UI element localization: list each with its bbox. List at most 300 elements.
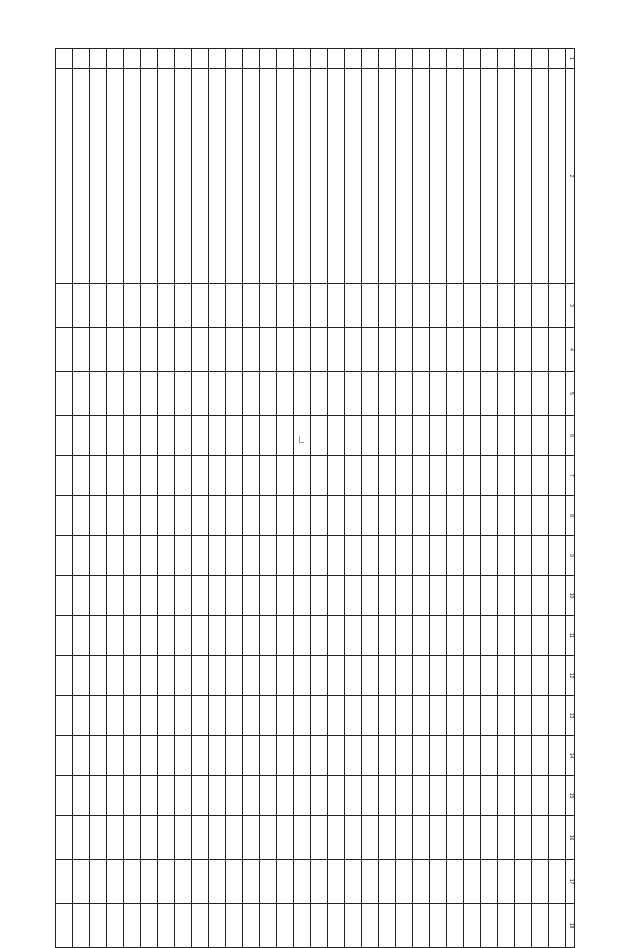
value-cell: [498, 496, 515, 536]
value-cell: [396, 904, 413, 948]
value-cell: [464, 860, 481, 904]
value-cell: [141, 536, 158, 576]
value-cell: [430, 696, 447, 736]
value-cell: [413, 576, 430, 616]
table-row: [413, 49, 430, 948]
value-cell: [362, 696, 379, 736]
value-cell: [481, 456, 498, 496]
value-cell: [311, 416, 328, 456]
table-body: [56, 49, 566, 948]
value-cell: [345, 616, 362, 656]
value-cell: [345, 816, 362, 860]
table-row: [277, 49, 294, 948]
value-cell: [90, 372, 107, 416]
value-cell: [141, 416, 158, 456]
value-cell: [192, 456, 209, 496]
value-cell: [396, 328, 413, 372]
value-cell: [141, 496, 158, 536]
value-cell: [532, 736, 549, 776]
row-name-cell: [56, 69, 73, 284]
row-code-cell: [498, 49, 515, 69]
value-cell: [464, 576, 481, 616]
row-code-cell: [328, 49, 345, 69]
value-cell: [481, 696, 498, 736]
value-cell: [294, 860, 311, 904]
value-cell: [515, 776, 532, 816]
value-cell: [379, 416, 396, 456]
value-cell: [175, 284, 192, 328]
table-row: [175, 49, 192, 948]
value-cell: [549, 816, 566, 860]
value-cell: [73, 328, 90, 372]
value-cell: [73, 776, 90, 816]
value-cell: [124, 616, 141, 656]
value-cell: [311, 536, 328, 576]
value-cell: [430, 284, 447, 328]
value-cell: [532, 496, 549, 536]
value-cell: [226, 372, 243, 416]
value-cell: [124, 860, 141, 904]
value-cell: [515, 328, 532, 372]
value-cell: [158, 576, 175, 616]
value-cell: [379, 456, 396, 496]
value-cell: [498, 776, 515, 816]
value-cell: [413, 372, 430, 416]
value-cell: [362, 456, 379, 496]
value-cell: [226, 696, 243, 736]
value-cell: [481, 536, 498, 576]
column-number: 4: [566, 328, 575, 372]
value-cell: [158, 736, 175, 776]
value-cell: [362, 372, 379, 416]
value-cell: [515, 456, 532, 496]
value-cell: [107, 860, 124, 904]
value-cell: [107, 696, 124, 736]
value-cell: [498, 904, 515, 948]
value-cell: [447, 496, 464, 536]
value-cell: [311, 860, 328, 904]
value-cell: [413, 696, 430, 736]
value-cell: [107, 328, 124, 372]
value-cell: [430, 816, 447, 860]
row-code-cell: [447, 49, 464, 69]
value-cell: [294, 576, 311, 616]
value-cell: [260, 904, 277, 948]
table-row: [192, 49, 209, 948]
value-cell: [464, 656, 481, 696]
value-cell: [209, 776, 226, 816]
table-row: [243, 49, 260, 948]
value-cell: [209, 576, 226, 616]
value-cell: [277, 496, 294, 536]
value-cell: [158, 284, 175, 328]
value-cell: [158, 616, 175, 656]
value-cell: [141, 816, 158, 860]
value-cell: [107, 496, 124, 536]
value-cell: [396, 456, 413, 496]
value-cell: [328, 696, 345, 736]
row-name-cell: [294, 69, 311, 284]
value-cell: [107, 904, 124, 948]
row-name-cell: [532, 69, 549, 284]
value-cell: [209, 328, 226, 372]
value-cell: [158, 776, 175, 816]
value-cell: [413, 616, 430, 656]
value-cell: [396, 576, 413, 616]
value-cell: [209, 284, 226, 328]
value-cell: [90, 496, 107, 536]
value-cell: [260, 776, 277, 816]
value-cell: [175, 576, 192, 616]
value-cell: [226, 816, 243, 860]
value-cell: [311, 816, 328, 860]
value-cell: [90, 696, 107, 736]
value-cell: [362, 616, 379, 656]
row-name-cell: [515, 69, 532, 284]
value-cell: [413, 816, 430, 860]
value-cell: [73, 576, 90, 616]
value-cell: [396, 284, 413, 328]
value-cell: [90, 616, 107, 656]
value-cell: [277, 696, 294, 736]
value-cell: [90, 416, 107, 456]
column-number: 9: [566, 536, 575, 576]
value-cell: [311, 576, 328, 616]
value-cell: [532, 656, 549, 696]
column-number: 15: [566, 776, 575, 816]
value-cell: [328, 372, 345, 416]
value-cell: [56, 456, 73, 496]
row-name-cell: [481, 69, 498, 284]
value-cell: [464, 816, 481, 860]
value-cell: [124, 372, 141, 416]
value-cell: [549, 536, 566, 576]
value-cell: [209, 816, 226, 860]
value-cell: [464, 736, 481, 776]
value-cell: [413, 496, 430, 536]
value-cell: [362, 904, 379, 948]
value-cell: [56, 328, 73, 372]
value-cell: [226, 328, 243, 372]
value-cell: [481, 576, 498, 616]
value-cell: [277, 616, 294, 656]
value-cell: [379, 696, 396, 736]
value-cell: [311, 616, 328, 656]
value-cell: [73, 284, 90, 328]
row-name-cell: [73, 69, 90, 284]
value-cell: [498, 696, 515, 736]
value-cell: [141, 736, 158, 776]
value-cell: [107, 536, 124, 576]
table-row: [379, 49, 396, 948]
value-cell: [141, 328, 158, 372]
value-cell: [532, 816, 549, 860]
row-name-cell: [379, 69, 396, 284]
value-cell: [498, 816, 515, 860]
value-cell: [328, 904, 345, 948]
value-cell: [209, 904, 226, 948]
value-cell: [430, 536, 447, 576]
value-cell: [141, 372, 158, 416]
value-cell: [107, 456, 124, 496]
value-cell: [430, 576, 447, 616]
value-cell: [260, 456, 277, 496]
row-name-cell: [226, 69, 243, 284]
value-cell: [175, 456, 192, 496]
value-cell: [532, 576, 549, 616]
value-cell: [549, 656, 566, 696]
value-cell: [362, 328, 379, 372]
row-name-cell: [260, 69, 277, 284]
value-cell: [175, 616, 192, 656]
budget-table: [55, 48, 575, 948]
value-cell: [124, 736, 141, 776]
value-cell: [328, 616, 345, 656]
value-cell: [56, 536, 73, 576]
value-cell: [158, 904, 175, 948]
row-name-cell: [141, 69, 158, 284]
value-cell: [124, 496, 141, 536]
value-cell: [192, 696, 209, 736]
value-cell: [396, 776, 413, 816]
value-cell: [447, 536, 464, 576]
value-cell: [192, 776, 209, 816]
value-cell: [345, 536, 362, 576]
row-name-cell: [243, 69, 260, 284]
value-cell: [260, 656, 277, 696]
value-cell: [447, 696, 464, 736]
value-cell: [175, 816, 192, 860]
value-cell: [447, 284, 464, 328]
value-cell: [141, 904, 158, 948]
row-name-cell: [549, 69, 566, 284]
value-cell: [124, 536, 141, 576]
table-row: [294, 49, 311, 948]
value-cell: [345, 860, 362, 904]
value-cell: [549, 576, 566, 616]
value-cell: [498, 736, 515, 776]
value-cell: [413, 416, 430, 456]
value-cell: [124, 656, 141, 696]
value-cell: [464, 496, 481, 536]
row-code-cell: [124, 49, 141, 69]
value-cell: [481, 816, 498, 860]
value-cell: [158, 816, 175, 860]
value-cell: [294, 416, 311, 456]
row-code-cell: [430, 49, 447, 69]
value-cell: [413, 536, 430, 576]
value-cell: [379, 372, 396, 416]
value-cell: [379, 776, 396, 816]
value-cell: [549, 616, 566, 656]
column-number: 3: [566, 284, 575, 328]
value-cell: [243, 616, 260, 656]
value-cell: [107, 576, 124, 616]
value-cell: [396, 860, 413, 904]
value-cell: [294, 816, 311, 860]
value-cell: [532, 776, 549, 816]
value-cell: [226, 776, 243, 816]
value-cell: [158, 456, 175, 496]
row-code-cell: [243, 49, 260, 69]
value-cell: [175, 416, 192, 456]
value-cell: [90, 860, 107, 904]
value-cell: [498, 284, 515, 328]
value-cell: [90, 736, 107, 776]
table-row: [430, 49, 447, 948]
value-cell: [294, 372, 311, 416]
value-cell: [413, 328, 430, 372]
row-name-cell: [345, 69, 362, 284]
value-cell: [243, 416, 260, 456]
row-name-cell: [447, 69, 464, 284]
value-cell: [192, 416, 209, 456]
value-cell: [192, 656, 209, 696]
value-cell: [124, 776, 141, 816]
value-cell: [515, 816, 532, 860]
table-row: [362, 49, 379, 948]
value-cell: [362, 284, 379, 328]
value-cell: [379, 616, 396, 656]
value-cell: [430, 328, 447, 372]
value-cell: [379, 576, 396, 616]
value-cell: [481, 904, 498, 948]
value-cell: [277, 456, 294, 496]
value-cell: [277, 328, 294, 372]
value-cell: [107, 736, 124, 776]
value-cell: [413, 656, 430, 696]
value-cell: [56, 696, 73, 736]
value-cell: [328, 284, 345, 328]
value-cell: [515, 496, 532, 536]
value-cell: [73, 416, 90, 456]
value-cell: [311, 328, 328, 372]
value-cell: [362, 656, 379, 696]
value-cell: [243, 736, 260, 776]
row-name-cell: [311, 69, 328, 284]
value-cell: [549, 328, 566, 372]
value-cell: [549, 860, 566, 904]
column-number: 12: [566, 656, 575, 696]
value-cell: [243, 456, 260, 496]
value-cell: [362, 536, 379, 576]
value-cell: [481, 496, 498, 536]
value-cell: [260, 576, 277, 616]
value-cell: [413, 776, 430, 816]
value-cell: [260, 616, 277, 656]
value-cell: [413, 456, 430, 496]
value-cell: [515, 416, 532, 456]
value-cell: [124, 456, 141, 496]
row-name-cell: [413, 69, 430, 284]
value-cell: [481, 372, 498, 416]
value-cell: [396, 372, 413, 416]
value-cell: [464, 696, 481, 736]
row-code-cell: [209, 49, 226, 69]
value-cell: [362, 576, 379, 616]
value-cell: [328, 656, 345, 696]
value-cell: [56, 736, 73, 776]
value-cell: [464, 372, 481, 416]
row-name-cell: [158, 69, 175, 284]
value-cell: [107, 284, 124, 328]
value-cell: [464, 536, 481, 576]
value-cell: [396, 736, 413, 776]
value-cell: [124, 904, 141, 948]
value-cell: [260, 736, 277, 776]
value-cell: [158, 696, 175, 736]
value-cell: [413, 904, 430, 948]
value-cell: [209, 696, 226, 736]
value-cell: [532, 696, 549, 736]
value-cell: [447, 776, 464, 816]
row-name-cell: [209, 69, 226, 284]
value-cell: [243, 328, 260, 372]
value-cell: [294, 284, 311, 328]
value-cell: [345, 372, 362, 416]
row-code-cell: [158, 49, 175, 69]
value-cell: [396, 696, 413, 736]
value-cell: [243, 776, 260, 816]
value-cell: [158, 656, 175, 696]
value-cell: [192, 496, 209, 536]
value-cell: [192, 372, 209, 416]
value-cell: [396, 496, 413, 536]
value-cell: [481, 736, 498, 776]
value-cell: [158, 860, 175, 904]
value-cell: [294, 328, 311, 372]
row-code-cell: [396, 49, 413, 69]
value-cell: [260, 284, 277, 328]
value-cell: [532, 860, 549, 904]
value-cell: [549, 456, 566, 496]
table-row: [311, 49, 328, 948]
value-cell: [345, 284, 362, 328]
table-row: [107, 49, 124, 948]
value-cell: [90, 656, 107, 696]
value-cell: [192, 616, 209, 656]
value-cell: [56, 284, 73, 328]
value-cell: [498, 456, 515, 496]
value-cell: [107, 416, 124, 456]
value-cell: [107, 616, 124, 656]
value-cell: [311, 696, 328, 736]
value-cell: [515, 284, 532, 328]
table-row: [141, 49, 158, 948]
value-cell: [379, 904, 396, 948]
value-cell: [447, 736, 464, 776]
value-cell: [498, 416, 515, 456]
value-cell: [124, 816, 141, 860]
value-cell: [515, 696, 532, 736]
column-number: 1: [566, 49, 575, 69]
value-cell: [481, 284, 498, 328]
value-cell: [175, 656, 192, 696]
value-cell: [277, 736, 294, 776]
row-name-cell: [175, 69, 192, 284]
value-cell: [124, 696, 141, 736]
row-code-cell: [141, 49, 158, 69]
value-cell: [294, 496, 311, 536]
value-cell: [124, 416, 141, 456]
value-cell: [124, 576, 141, 616]
value-cell: [345, 576, 362, 616]
value-cell: [532, 616, 549, 656]
value-cell: [294, 536, 311, 576]
value-cell: [328, 416, 345, 456]
value-cell: [141, 860, 158, 904]
table-row: [260, 49, 277, 948]
